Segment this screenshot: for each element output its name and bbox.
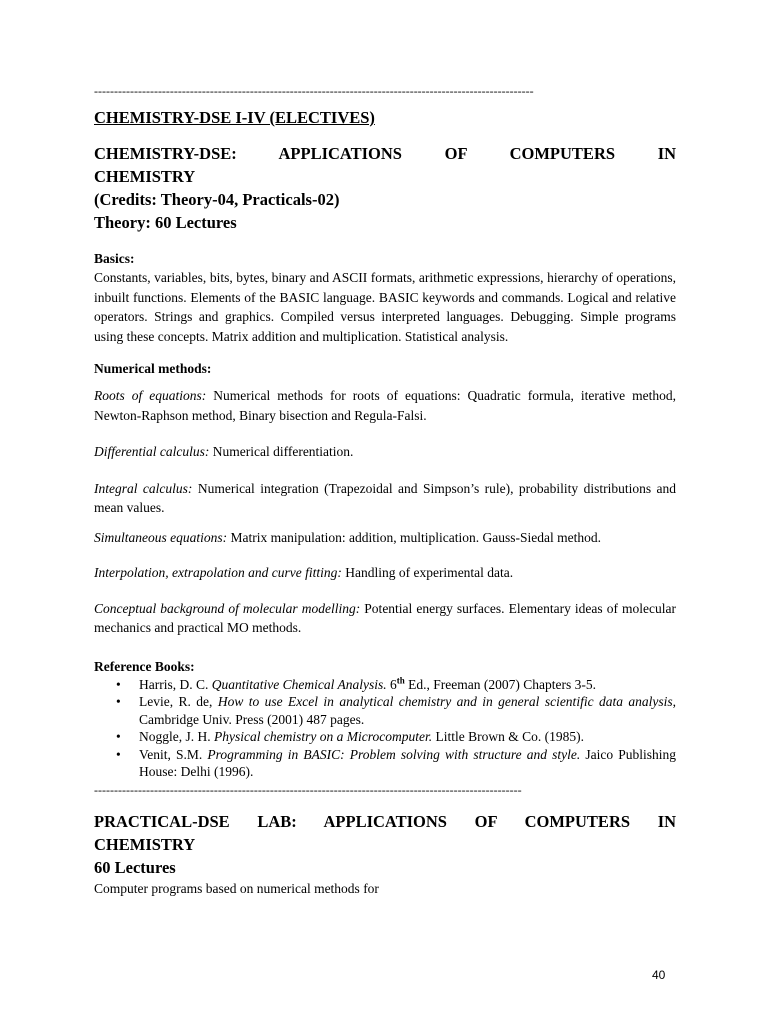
- topic-simultaneous: [94, 528, 676, 548]
- title-word: COMPUTERS: [509, 144, 616, 163]
- practical-lectures: 60 Lectures: [94, 857, 176, 877]
- reference-item: [94, 728, 676, 746]
- ref-rest: Little Brown & Co. (1985).: [432, 729, 584, 744]
- course-title-line2: CHEMISTRY: [94, 167, 196, 186]
- bullet-icon: •: [116, 729, 121, 744]
- topic-roots: [94, 386, 676, 425]
- topic-interpolation: [94, 563, 676, 583]
- ref-edition-suffix: th: [396, 675, 405, 685]
- section-heading: CHEMISTRY-DSE I-IV (ELECTIVES): [94, 108, 375, 127]
- topic-label: Conceptual background of molecular modelling:: [94, 600, 361, 616]
- practical-intro: Computer programs based on numerical methods for: [94, 880, 379, 896]
- practical-title-line2: CHEMISTRY: [94, 834, 196, 854]
- top-divider: --------------------------------------------------------------------------------------------------------------: [94, 84, 534, 98]
- ref-title: Programming in BASIC: Problem solving with structure and style.: [207, 746, 581, 762]
- topic-text: Matrix manipulation: addition, multiplication. Gauss-Siedal method.: [227, 529, 601, 545]
- course-credits: (Credits: Theory-04, Practicals-02): [94, 190, 340, 209]
- title-word: PRACTICAL-DSE: [94, 811, 230, 831]
- title-word: COMPUTERS: [524, 811, 631, 831]
- basics-heading: Basics:: [94, 251, 135, 266]
- ref-title: Quantitative Chemical Analysis.: [211, 676, 387, 692]
- topic-label: Simultaneous equations:: [94, 529, 228, 545]
- topic-label: Integral calculus:: [94, 480, 193, 496]
- ref-title: Physical chemistry on a Microcomputer.: [214, 729, 433, 744]
- basics-text: Constants, variables, bits, bytes, binary and ASCII formats, arithmetic expressions, hierarchy of operations, inbuilt functions. Elements of the BASIC language. BASIC keywords and commands. Logical and relative operators. Strings and graphics. Compiled versus interpreted languages. Debugging. Simple programs using these concepts. Matrix addition and multiplication. Statistical analysis.: [94, 270, 676, 344]
- references-heading: Reference Books:: [94, 658, 195, 674]
- title-word: IN: [657, 144, 677, 163]
- reference-item: [94, 746, 676, 781]
- reference-list: [94, 676, 676, 781]
- title-word: APPLICATIONS: [323, 811, 447, 831]
- course-title-line1: [94, 142, 676, 165]
- topic-text: Numerical methods for roots of equations: Quadratic formula, iterative method, Newton-Raphson method, Binary bisection and Regula-Falsi.: [94, 388, 676, 423]
- title-word: IN: [657, 811, 677, 831]
- practical-title-line1: [94, 810, 676, 833]
- ref-edition: 6: [386, 676, 397, 692]
- title-word: APPLICATIONS: [278, 144, 402, 163]
- bullet-icon: •: [116, 746, 121, 762]
- numerical-heading: Numerical methods:: [94, 361, 212, 376]
- topic-modelling: [94, 599, 676, 638]
- topic-text: Numerical integration (Trapezoidal and Simpson’s rule), probability distributions and mean values.: [94, 480, 676, 515]
- course-theory: Theory: 60 Lectures: [94, 213, 237, 232]
- bullet-icon: •: [116, 694, 121, 709]
- topic-differential: [94, 442, 676, 462]
- ref-author: Harris, D. C.: [139, 676, 212, 692]
- topic-integral: [94, 479, 676, 518]
- reference-item: [94, 676, 676, 694]
- ref-title: How to use Excel in analytical chemistry and in general scientific data analysis: [217, 694, 673, 709]
- page-number: 40: [652, 968, 666, 982]
- ref-author: Levie, R. de,: [139, 694, 218, 709]
- topic-label: Interpolation, extrapolation and curve fitting:: [94, 565, 342, 580]
- title-word: OF: [474, 811, 497, 831]
- ref-rest: , Cambridge Univ. Press (2001) 487 pages.: [139, 694, 676, 727]
- middle-divider: -----------------------------------------------------------------------------------------------------------: [94, 782, 522, 797]
- ref-rest: Ed., Freeman (2007) Chapters 3-5.: [404, 676, 596, 692]
- title-word: OF: [444, 144, 467, 163]
- topic-label: Roots of equations:: [94, 388, 207, 403]
- topic-text: Potential energy surfaces. Elementary ideas of molecular mechanics and practical MO methods.: [94, 600, 676, 635]
- ref-rest: Jaico Publishing House: Delhi (1996).: [139, 746, 676, 779]
- ref-author: Noggle, J. H.: [139, 729, 214, 744]
- bullet-icon: •: [116, 676, 121, 692]
- ref-author: Venit, S.M.: [139, 746, 208, 762]
- topic-label: Differential calculus:: [94, 444, 210, 459]
- topic-text: Numerical differentiation.: [209, 444, 354, 459]
- topic-text: Handling of experimental data.: [341, 565, 514, 580]
- title-word: LAB:: [257, 811, 297, 831]
- reference-item: [94, 693, 676, 728]
- document-page: [94, 84, 676, 898]
- title-word: CHEMISTRY-DSE:: [94, 144, 237, 163]
